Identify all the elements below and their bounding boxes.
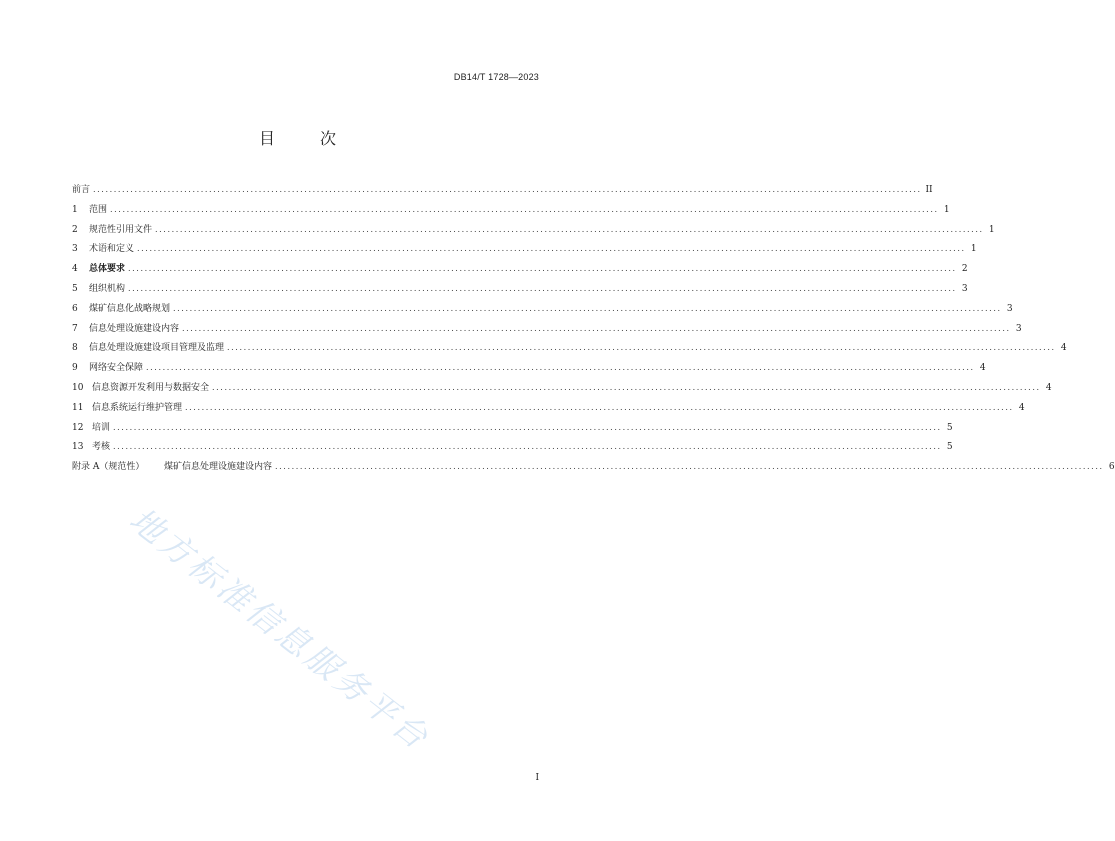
toc-leader-dots: ........................................................................................................................................................................................................ bbox=[227, 343, 1056, 353]
toc-leader-dots: ........................................................................................................................................................................................................ bbox=[173, 303, 1002, 313]
toc-entry-page: 3 bbox=[1006, 303, 1013, 314]
toc-entry-page: 3 bbox=[1015, 323, 1022, 334]
toc-entry[interactable] bbox=[72, 200, 950, 220]
toc-entry[interactable] bbox=[72, 378, 1052, 398]
toc-entry-page: 4 bbox=[1018, 402, 1025, 413]
toc-entry-label: 信息资源开发利用与数据安全 bbox=[92, 382, 210, 393]
table-of-contents bbox=[72, 180, 1115, 477]
toc-leader-dots: ........................................................................................................................................................................................................ bbox=[93, 185, 922, 194]
toc-entry-label: 煤矿信息化战略规划 bbox=[89, 303, 171, 314]
toc-entry[interactable] bbox=[72, 319, 1022, 339]
toc-entry[interactable] bbox=[72, 279, 968, 299]
toc-leader-dots: ........................................................................................................................................................................................................ bbox=[113, 422, 942, 432]
toc-entry-page: 1 bbox=[943, 204, 950, 215]
toc-entry-label: 规范性引用文件 bbox=[89, 224, 153, 235]
toc-entry-page: 4 bbox=[1060, 343, 1067, 354]
toc-leader-dots: ........................................................................................................................................................................................................ bbox=[128, 264, 957, 274]
watermark: 地方标准信息服务平台 bbox=[122, 499, 438, 759]
toc-entry-label: 信息处理设施建设内容 bbox=[89, 323, 180, 334]
toc-entry-page: 2 bbox=[961, 264, 968, 275]
toc-entry-number: 13 bbox=[72, 442, 84, 453]
toc-leader-dots: ........................................................................................................................................................................................................ bbox=[146, 363, 975, 373]
toc-entry-page: 4 bbox=[1045, 382, 1052, 393]
toc-entry-label: 总体要求 bbox=[89, 264, 126, 275]
toc-entry-page: 1 bbox=[988, 224, 995, 235]
toc-entry-number: 10 bbox=[72, 382, 84, 393]
toc-entry[interactable] bbox=[72, 220, 995, 240]
toc-entry[interactable] bbox=[72, 398, 1025, 418]
toc-entry-page: 6 bbox=[1108, 462, 1115, 473]
toc-entry-page: II bbox=[925, 185, 933, 195]
page-number: I bbox=[535, 773, 539, 783]
toc-entry[interactable] bbox=[72, 299, 1013, 319]
toc-entry-label: 考核 bbox=[92, 442, 111, 453]
toc-entry-label: 前言 bbox=[72, 185, 91, 195]
toc-entry-number: 1 bbox=[72, 204, 78, 215]
toc-leader-dots: ........................................................................................................................................................................................................ bbox=[113, 442, 942, 452]
toc-leader-dots: ........................................................................................................................................................................................................ bbox=[110, 204, 939, 214]
toc-leader-dots: ........................................................................................................................................................................................................ bbox=[155, 224, 984, 234]
document-number: DB14/T 1728—2023 bbox=[453, 72, 539, 82]
toc-entry-page: 5 bbox=[946, 442, 953, 453]
toc-entry-label: 信息处理设施建设项目管理及监理 bbox=[89, 343, 225, 354]
toc-entry[interactable] bbox=[72, 239, 977, 259]
toc-entry-number: 6 bbox=[72, 303, 78, 314]
toc-entry[interactable] bbox=[72, 437, 953, 457]
toc-entry-number: 9 bbox=[72, 363, 78, 374]
toc-entry[interactable] bbox=[72, 457, 1115, 477]
toc-leader-dots: ........................................................................................................................................................................................................ bbox=[212, 382, 1041, 392]
page-title: 目 次 bbox=[258, 129, 357, 148]
toc-entry-page: 4 bbox=[979, 363, 986, 374]
toc-entry-page: 5 bbox=[946, 422, 953, 433]
toc-entry-page: 3 bbox=[961, 283, 968, 294]
toc-entry-label: 煤矿信息处理设施建设内容 bbox=[164, 462, 273, 473]
toc-entry-number: 7 bbox=[72, 323, 78, 334]
toc-leader-dots: ........................................................................................................................................................................................................ bbox=[182, 323, 1011, 333]
toc-entry[interactable] bbox=[72, 418, 953, 438]
toc-entry-number: 3 bbox=[72, 244, 78, 255]
toc-entry-number: 12 bbox=[72, 422, 84, 433]
toc-entry[interactable] bbox=[72, 180, 933, 200]
toc-entry-number: 5 bbox=[72, 283, 78, 294]
toc-leader-dots: ........................................................................................................................................................................................................ bbox=[275, 462, 1104, 472]
toc-entry[interactable] bbox=[72, 358, 986, 378]
toc-entry-number: 附录 A（规范性） bbox=[72, 462, 145, 473]
toc-entry-label: 范围 bbox=[89, 204, 108, 215]
toc-entry-number: 11 bbox=[72, 402, 84, 413]
toc-leader-dots: ........................................................................................................................................................................................................ bbox=[185, 402, 1014, 412]
toc-entry-number: 2 bbox=[72, 224, 78, 235]
toc-entry-label: 组织机构 bbox=[89, 283, 126, 294]
toc-leader-dots: ........................................................................................................................................................................................................ bbox=[128, 283, 957, 293]
toc-entry-label: 培训 bbox=[92, 422, 111, 433]
toc-entry[interactable] bbox=[72, 259, 968, 279]
toc-entry-label: 网络安全保障 bbox=[89, 363, 144, 374]
toc-entry-number: 8 bbox=[72, 343, 78, 354]
toc-entry-page: 1 bbox=[970, 244, 977, 255]
toc-leader-dots: ........................................................................................................................................................................................................ bbox=[137, 244, 966, 254]
toc-entry-label: 信息系统运行维护管理 bbox=[92, 402, 183, 413]
toc-entry-label: 术语和定义 bbox=[89, 244, 135, 255]
toc-entry[interactable] bbox=[72, 338, 1067, 358]
toc-entry-number: 4 bbox=[72, 264, 78, 275]
